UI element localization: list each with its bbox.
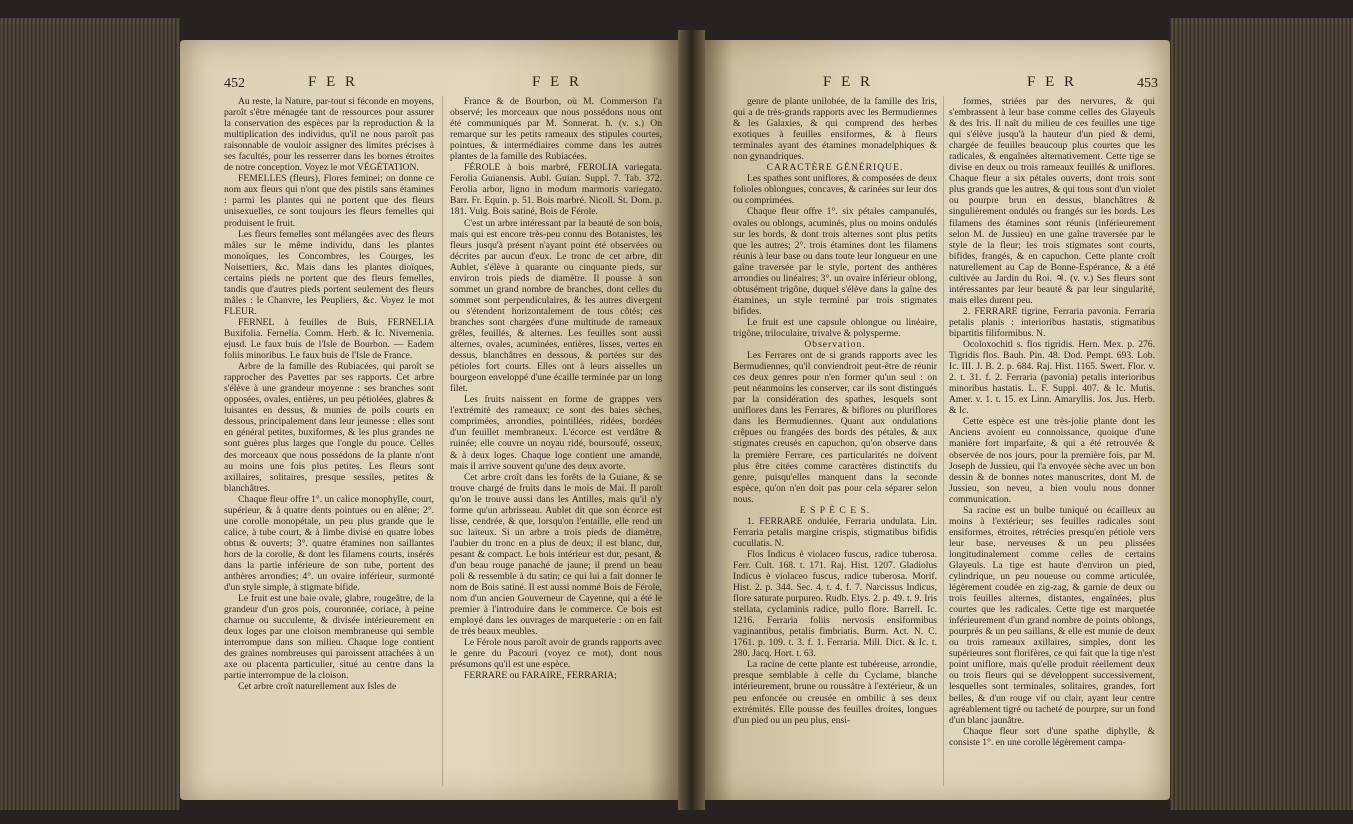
paragraph: France & de Bourbon, où M. Commerson l'a observé; les morceaux que nous possédons nous ont été communiqués par M. Sonnerat. ħ. (v. s.) On remarque sur les petits rameaux des stipules courtes, pointues, & intermédiaires comme dans les autres plantes de la famille des Rubiacées. xyxy=(450,96,662,163)
paragraph: Flos Indicus è violaceo fuscus, radice tuberosa. Ferr. Cult. 168. t. 171. Raj. Hist. 1207. Gladiolus Indicus è violaceo fuscus, radice tuberosa. Morif. Hist. 2. p. 344. Sec. 4. t. 4. f. 7. Narcissus Indicus, flore saturate purpureo. Rudb. Elys. 2. p. 49. t. 9. Iris stellata, cyclaminis radice, pullo flore. Barrell. Ic. 1216. Ferraria foliis nervosis ensiformibus vaginantibus, petalis fimbriatis. Burm. Act. N. C. 1761. p. 109. t. 3. f. 1. Ferraria. Mill. Dict. & Ic. t. 280. Jacq. Hort. t. 63. xyxy=(733,548,937,660)
right-page-edges xyxy=(1170,18,1353,810)
column-divider xyxy=(943,96,944,786)
right-page xyxy=(705,40,1170,800)
paragraph: Chaque fleur sort d'une spathe diphylle, & consiste 1°. en une corolle légèrement campa- xyxy=(949,725,1155,748)
paragraph: FERRARE ou FARAIRE, FERRARIA; xyxy=(464,670,617,682)
left-page xyxy=(180,40,678,800)
paragraph: Le fruit est une baie ovale, glabre, rougeâtre, de la grandeur d'un gros pois, couronnée, coriace, à peine charnue ou succulente, & divisée intérieurement en deux loges par une cloison membraneuse qui semble interrompue dans son milieu. Chaque loge contient des graines nombreuses qui paroissent attachées à un axe ou placenta particulier, situé au centre dans la partie interrompue de la cloison. xyxy=(224,593,434,682)
paragraph: 1. FERRARE ondulée, Ferraria undulata. Lin. Ferraria petalis margine crispis, stigmatibus bifidis cucullatis. N. xyxy=(733,515,937,549)
paragraph: Observation. xyxy=(804,339,866,351)
paragraph: Chaque fleur offre 1°. six pétales campanulés, ovales ou oblongs, acuminés, plus ou moins ondulés sur les bords, & dont trois alternes sont plus petits que les autres; 2°. trois étamines dont les filamens réunis à leur base ou dans toute leur longueur en une gaîne traversée par le style, portent des anthères arrondies ou linéaires; 3°. un ovaire inférieur oblong, obtusément trigône, duquel s'élève dans la gaîne des étamines, un style terminé par trois stigmates bifides. xyxy=(733,206,937,317)
paragraph: Les Ferrares ont de si grands rapports avec les Bermudiennes, qu'il conviendroit peut-être de réunir ces deux genres pour n'en former qu'un seul : on peut néanmoins les conserver, car ils sont distingués par la considération des spathes, lesquels sont uniflores dans les Ferrares, & biflores ou pluriflores dans les Bermudiennes. Quant aux ondulations crêpues ou frangées des bords des pétales, & aux stigmates creusés en capuchon, qu'on observe dans la première Ferrare, ces particularités ne doivent plus être citées comme caractères distinctifs du genre, puisqu'elles manquent dans la seconde espèce, qu'on n'en doit pas pour cela séparer selon nous. xyxy=(733,350,937,505)
paragraph: E S P È C E S. xyxy=(799,504,871,516)
text-column-1 xyxy=(733,96,937,726)
text-column-2 xyxy=(949,96,1155,748)
paragraph: Chaque fleur offre 1°. un calice monophylle, court, supérieur, & à quatre dents pointues ou en alêne; 2°. une corolle monopétale, un peu plus grande que le calice, à tube court, & à limbe divisé en quatre lobes obtus & ouverts; 3°. quatre étamines non saillantes hors de la corolle, & dont les filamens courts, insérés dans la partie inférieure de son tube, portent des anthères arrondies; 4°. un ovaire inférieur, surmonté d'un style simple, à stigmate bifide. xyxy=(224,493,435,594)
paragraph: Cette espèce est une très-jolie plante dont les Anciens avoient eu connoissance, quoique d'une manière fort imparfaite, & qui a été retrouvée & observée de nos jours, pour la première fois, par M. Joseph de Jussieu, qui l'a envoyée sèche avec un bon dessin & de bonnes notes manuscrites, dont M. de Jussieu, son neveu, a bien voulu nous donner communication. xyxy=(949,416,1155,505)
paragraph: FÉROLE à bois marbré, FEROLIA variegata. Ferolia Guianensis. Aubl. Guian. Suppl. 7. Tab. 372. Ferolia arbor, ligno in modum marmoris variegato. Barr. Fr. Equin. p. 51. Bois marbré. Nicoll. St. Dom. p. 181. Vulg. Bois satiné, Bois de Férole. xyxy=(450,162,662,218)
paragraph: C'est un arbre intéressant par la beauté de son bois, mais qui est encore très-peu connu des Botanistes, les fleurs jusqu'à présent n'ayant point été observées ou décrites par aucun d'eux. Le tronc de cet arbre, dit Aublet, s'élève à quarante ou cinquante pieds, sur environ trois pieds de diamètre. Il pousse à son sommet un grand nombre de branches, dont celles du sommet sont perpendiculaires, & les autres divergent ou s'étendent horizontalement de tous côtés; ces branches sont chargées d'une multitude de rameaux grêles, feuillés, & alternes. Les feuilles sont aussi alternes, ovales, acuminées, entières, lisses, vertes en dessus, blanchâtres en dessous, & portées sur des pétioles fort courts. Elles ont à leurs aisselles un bourgeon enveloppé d'une écaille terminée par un long filet. xyxy=(450,217,662,395)
page-number-right: 453 xyxy=(1137,76,1158,91)
paragraph: CARACTÈRE GÉNÉRIQUE. xyxy=(766,162,904,174)
running-head: F E R xyxy=(532,74,583,90)
paragraph: Cet arbre croît dans les forêts de la Guiane, & se trouve chargé de fruits dans le mois de Mai. Il paroît qu'on le trouve aussi dans les Antilles, mais qu'il n'y forme qu'un arbrisseau. Aublet dit que son écorce est lisse, cendrée, & que, lorsqu'on l'entaille, elle rend un suc laiteux. Si un arbre a trois pieds de diamètre, l'aubier du tronc en a plus de deux; il est blanc, dur, pesant & compact. Le bois intérieur est dur, pesant, & d'un beau rouge panaché de jaune; il prend un beau poli & ressemble à du satin; ce qui lui a fait donner le nom de Bois satiné. Il est aussi nommé Bois de Férole, nom d'un ancien Gouverneur de Cayenne, qui a été le premier à l'introduire dans le commerce. Ce bois est employé dans les ouvrages de marqueterie : on en fait de très beaux meubles. xyxy=(450,471,662,638)
text-column-2 xyxy=(450,96,662,681)
column-divider xyxy=(442,96,443,786)
running-head: F E R xyxy=(823,74,874,90)
paragraph: Les spathes sont uniflores, & composées de deux folioles oblongues, concaves, & carinées sur leur dos ou comprimées. xyxy=(733,173,937,207)
running-head: F E R xyxy=(1027,74,1078,90)
paragraph: Sa racine est un bulbe tuniqué ou écailleux au moins à l'extérieur; ses feuilles radicales sont ensiformes, étroites, rétrécies presqu'en pétiole vers leur base, nerveuses & un peu plissées longitudinalement comme celles de certains Glayeuls. La tige est haute d'environ un pied, cylindrique, un peu noueuse ou comme articulée, légèrement coudée en zig-zag, & garnie de deux ou trois feuilles alternes, distantes, engaînées, plus courtes que les radicales. Cette tige est marquetée inférieurement d'un grand nombre de points oblongs, pourprés & un peu saillans, & elle est munie de deux ou trois rameaux axillaires, simples, dont les supérieures sont florifères, ce qui fait que la tige n'est point uniflore, mais qu'elle produit réellement deux ou trois fleurs qui se développent successivement, lesquelles sont terminales, solitaires, grandes, fort belles, & d'un rouge vif ou clair, ayant leur centre agréablement tigré ou tacheté de pourpre, sur un fond d'un blanc jaunâtre. xyxy=(949,504,1155,726)
paragraph: formes, striées par des nervures, & qui s'embrassent à leur base comme celles des Glayeuls & des Iris. Il naît du milieu de ces feuilles une tige qui s'élève jusqu'à la hauteur d'un pied & demi, chargée de feuilles beaucoup plus courtes que les radicales, & engaînées alternativement. Cette tige se divise en deux ou trois rameaux feuillés & uniflores. Chaque fleur a six pétales ouverts, dont trois sont plus grands que les autres, & qui tous sont d'un violet ou pourpre brun en dessus, blanchâtres & singulièrement ondulés ou frangés sur les bords. Les filamens des étamines sont réunis (inférieurement selon M. de Jussieu) en une gaîne traversée par le style de la fleur; les trois stigmates sont courts, bifides, frangés, & en capuchon. Cette plante croît naturellement au Cap de Bonne-Espérance, & a été cultivée au Jardin du Roi. ♃. (v. v.) Ses fleurs sont intéressantes par leur beauté & par leur singularité, mais elles durent peu. xyxy=(949,96,1155,306)
paragraph: Ocoloxochitl s. flos tigridis. Hern. Mex. p. 276. Tigridis flos. Bauh. Pin. 48. Dod. Pempt. 693. Lob. Ic. III. J. B. 2. p. 684. Raj. Hist. 1165. Swert. Flor. v. 2. t. 31. f. 2. Ferraria (pavonia) petalis interioribus minoribus hastatis. L. F. Suppl. 407. & Ic. Mutis. Amer. v. 1. t. 15. ex Linn. Amaryllis. Jos. Jus. Herb. & Ic. xyxy=(949,339,1155,417)
paragraph: Le Férole nous paroît avoir de grands rapports avec le genre du Pacouri (voyez ce mot), dont nous présumons qu'il est une espèce. xyxy=(450,637,662,671)
text-column-1 xyxy=(224,96,434,693)
left-page-edges xyxy=(0,18,180,810)
running-head: F E R xyxy=(308,74,359,90)
paragraph: genre de plante unilobée, de la famille des Iris, qui a de très-grands rapports avec les Bermudiennes & les Galaxies, & qui comprend des herbes exotiques à feuilles ensiformes, & à fleurs terminales ayant des étamines monadelphiques & non gynandriques. xyxy=(733,96,937,163)
page-number-left: 452 xyxy=(224,76,245,91)
paragraph: Au reste, la Nature, par-tout si féconde en moyens, paroît s'être ménagée tant de ressources pour assurer la conservation des espèces par la reproduction & la multiplication des individus, qu'il ne nous paroît pas raisonnable de vouloir assigner des limites précises à ses facultés, pour les resserrer dans les bornes étroites de notre conception. Voyez le mot VÉGÉTATION. xyxy=(224,96,434,174)
paragraph: Les fleurs femelles sont mélangées avec des fleurs mâles sur le même individu, dans les plantes monoïques, les Concombres, les Courges, les Noisettiers, &c. Mais dans les plantes dioïques, certains pieds ne portent que des fleurs femelles, tandis que d'autres pieds portent seulement des fleurs mâles : le Chanvre, les Peupliers, &c. Voyez le mot FLEUR. xyxy=(224,228,434,317)
paragraph: Les fruits naissent en forme de grappes vers l'extrémité des rameaux; ce sont des baies sèches, comprimées, arrondies, pointillées, ridées, bordées d'un feuillet membraneux. L'écorce est verdâtre & ruinée; elle couvre un noyau ridé, boursoufé, osseux, & à deux loges. Chaque loge contient une amande, mais il arrive souvent qu'une des deux avorte. xyxy=(450,394,662,472)
paragraph: Arbre de la famille des Rubiacées, qui paroît se rapprocher des Pavettes par ses rapports. Cet arbre s'élève à une grandeur moyenne : ses branches sont opposées, ovales, entières, un peu pétiolées, glabres & luisantes en dessus, & munies de poils courts en dessous, principalement dans leur jeunesse : elles sont en général petites, buxiformes, & les plus grandes ne sont guères plus larges que l'ongle du pouce. Celles des morceaux que nous possédons de la plante n'ont au moins une fois plus petites. Les fleurs sont axillaires, solitaires, presque sessiles, petites & blanchâtres. xyxy=(224,361,434,494)
paragraph: Cet arbre croît naturellement aux Isles de xyxy=(238,681,397,693)
paragraph: La racine de cette plante est tubéreuse, arrondie, presque semblable à celle du Cyclame, blanche intérieurement, brune ou roussâtre à l'extérieur, & un peu enfoncée ou creusée en ombilic à ses deux extrémités. Elle pousse des feuilles droites, longues d'un pied ou un peu plus, ensi- xyxy=(733,659,937,726)
paragraph: 2. FERRARE tigrine, Ferraria pavonia. Ferraria petalis planis : interioribus hastatis, stigmatibus bipartitis filiformibus. N. xyxy=(949,305,1155,339)
book-gutter xyxy=(678,30,705,810)
paragraph: Le fruit est une capsule oblongue ou linéaire, trigône, triloculaire, trivalve & polysperme. xyxy=(733,316,937,339)
paragraph: FEMELLES (fleurs), Flores feminei; on donne ce nom aux fleurs qui n'ont que des pistils sans étamines : parmi les plantes qui ne portent que des fleurs unisexuelles, ce sont toujours les fleurs femelles qui produisent le fruit. xyxy=(224,173,434,229)
paragraph: FERNEL à feuilles de Buis, FERNELIA Buxifolia. Fernelia. Comm. Herb. & Ic. Nivernenia. ejusd. Le faux buis de l'Isle de Bourbon. — Eadem foliis minoribus. Le faux buis de l'Isle de France. xyxy=(224,316,434,362)
